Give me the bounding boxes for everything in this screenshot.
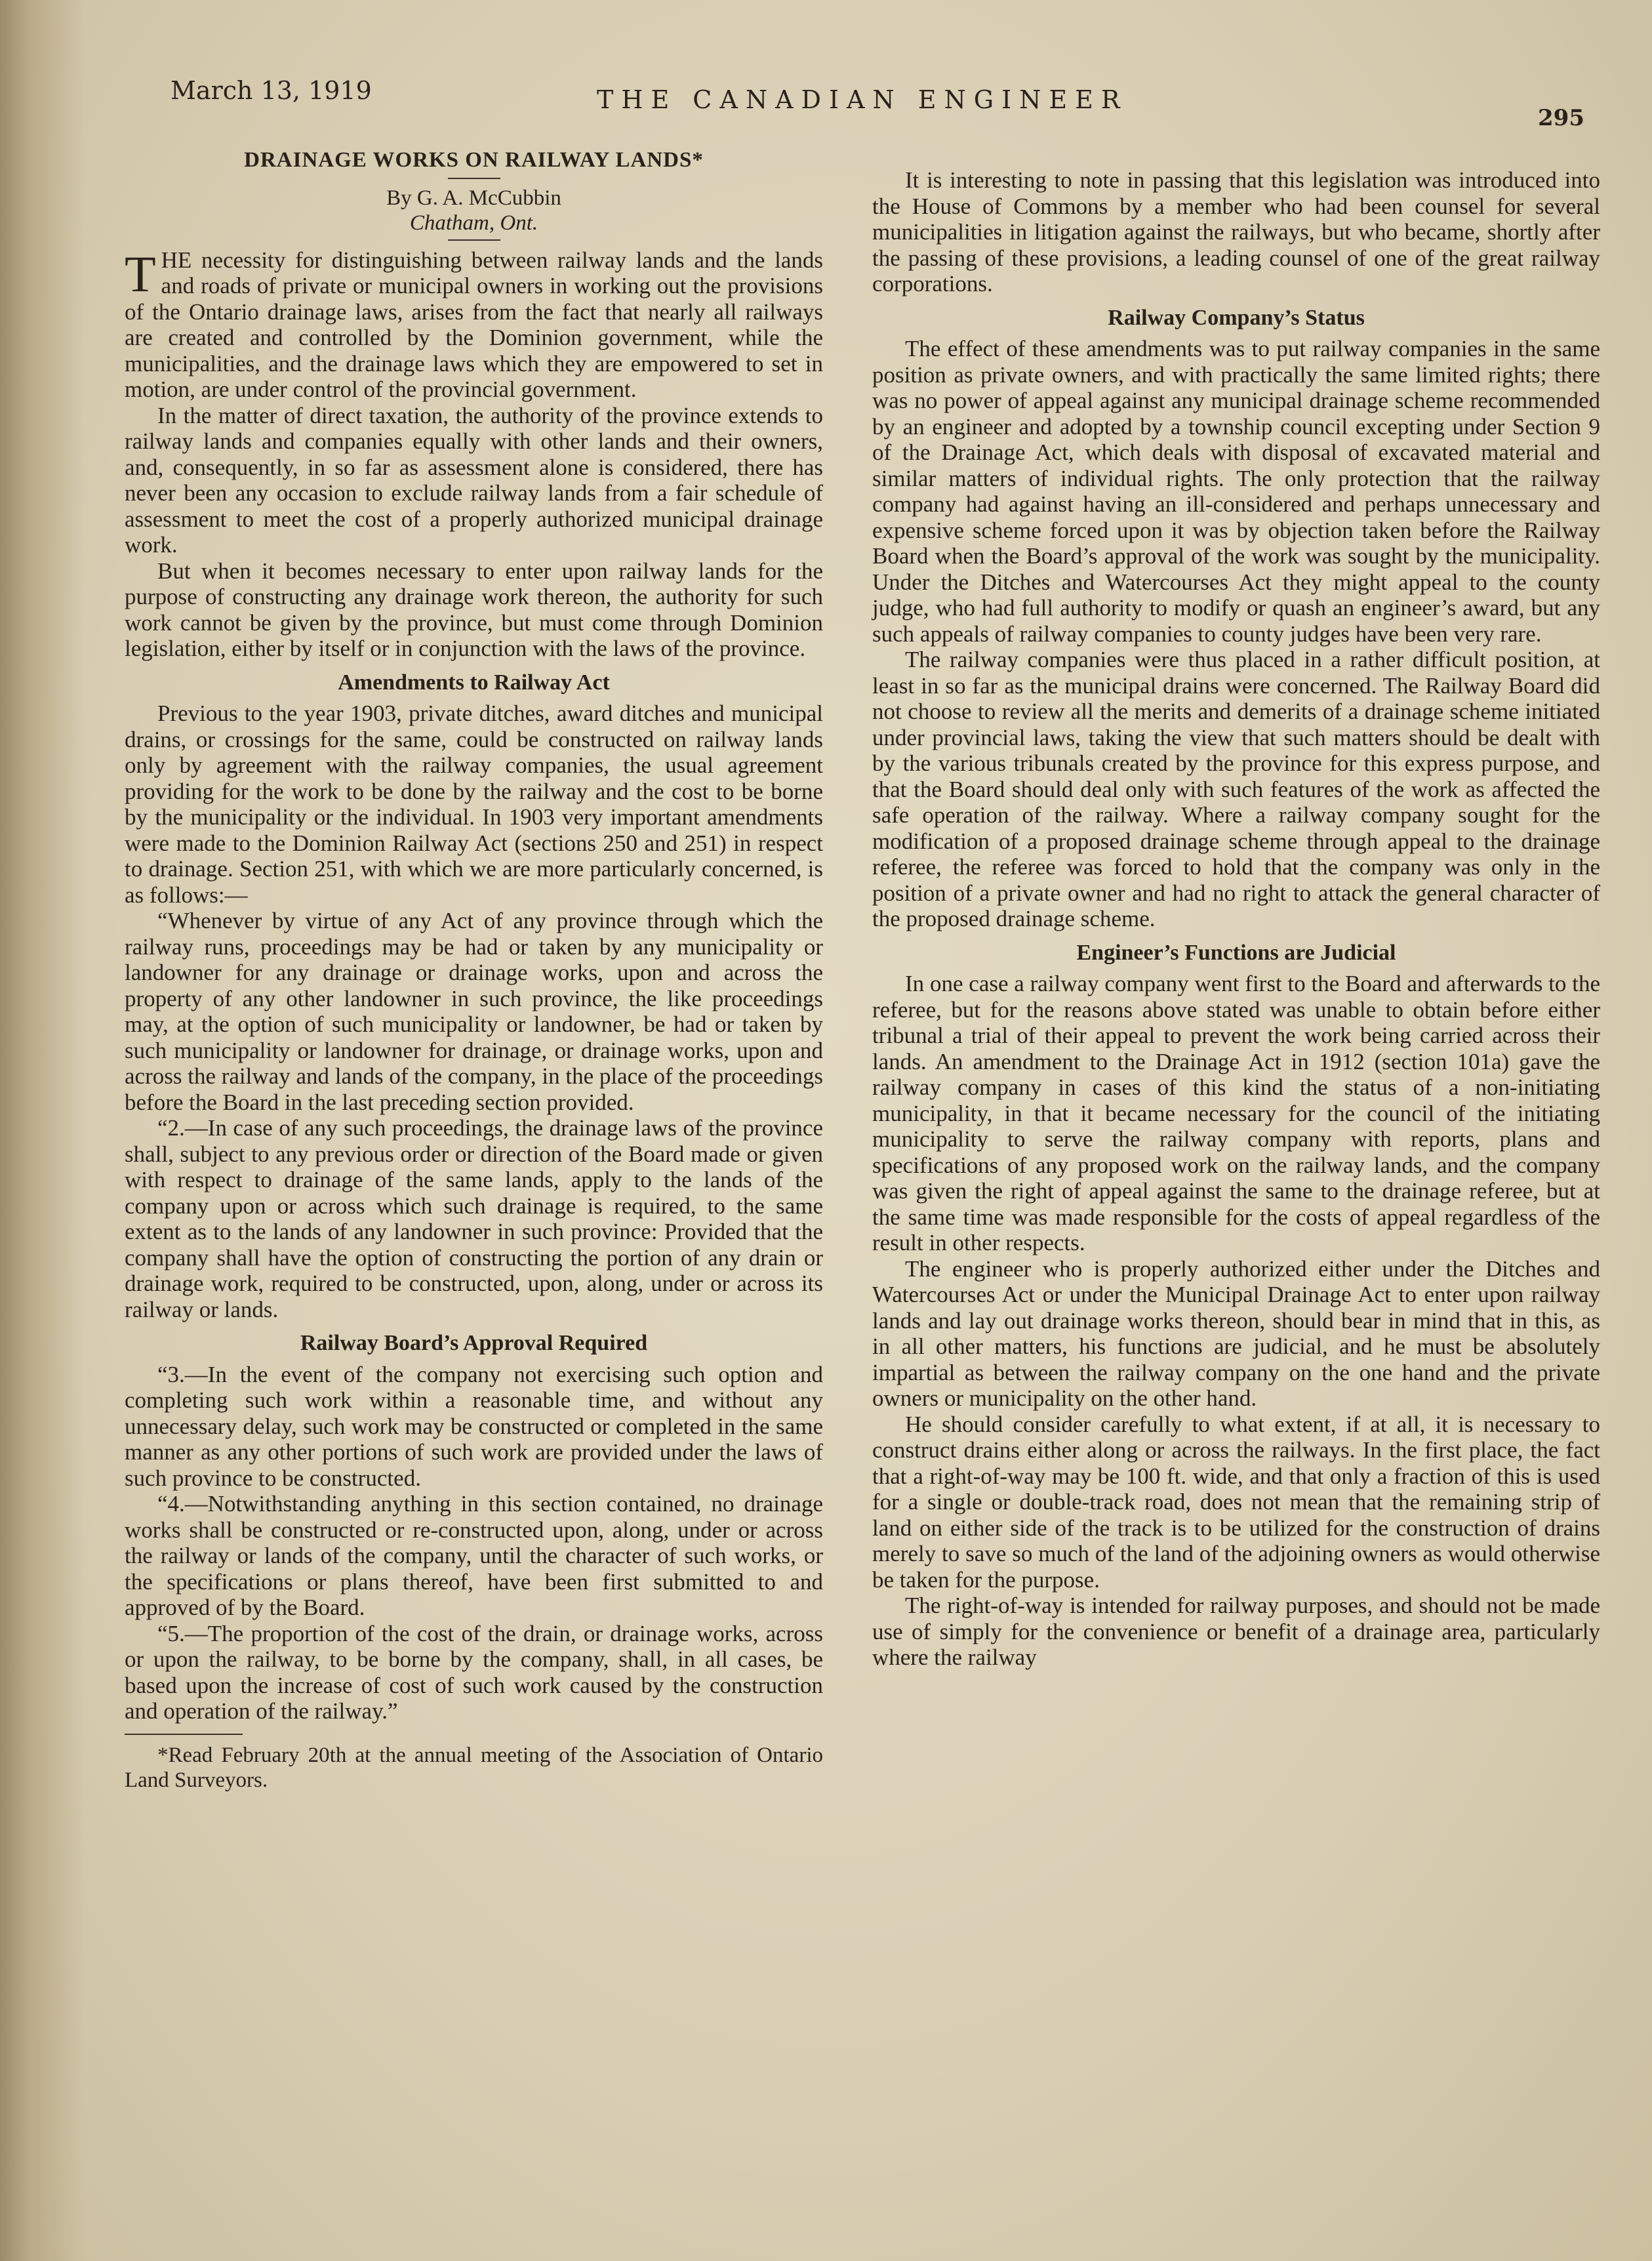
intro-paragraph-3: But when it becomes necessary to enter upon railway lands for the purpose of constructing any drainage work thereon, the authority for such work cannot be given by the province, but must come through Dominion legislation, either by itself or in conjunction with the laws of the province. — [125, 558, 823, 661]
section-heading-amendments: Amendments to Railway Act — [338, 670, 610, 695]
journal-title: THE CANADIAN ENGINEER — [597, 85, 1128, 114]
binding-shadow — [0, 0, 85, 2261]
title-rule — [448, 178, 500, 179]
functions-paragraph-1: In one case a railway company went first to the Board and afterwards to the referee, but for the reasons above stated was unable to obtain before either tribunal a trial of their appeal to prevent the work being carried across their lands. An amendment to the Drainage Act in 1912 (section 101a) gave the railway company in cases of this kind the status of a non-initiating municipality, in that it became necessary for the council of the initiating municipality to serve the railway company with reports, plans and specifications of any proposed work on the railway lands, and the company was given the right of appeal against the same to the drainage referee, but at the same time was made responsible for the costs of appeal regardless of the result in other respects. — [872, 971, 1600, 1255]
quoted-clause-3: “3.—In the event of the company not exercising such option and completing such work within a reasonable time, and without any unnecessary delay, such work may be constructed or completed in the same manner as any other portions of such work are provided under the laws of such province to be constructed. — [125, 1361, 823, 1491]
byline-rule — [448, 239, 500, 241]
amendments-paragraph: Previous to the year 1903, private ditches, award ditches and municipal drains, or crossings for the same, could be constructed on railway lands only by agreement with the railway companies, the usual agreement providing for the work to be done by the railway and the cost to be borne by the municipality or the individual. In 1903 very important amendments were made to the Dominion Railway Act (sections 250 and 251) in respect to drainage. Section 251, with which we are more particularly concerned, is as follows:— — [125, 701, 823, 908]
functions-paragraph-2: The engineer who is properly authorized either under the Ditches and Watercourses Act or under the Municipal Drainage Act to enter upon railway lands and lay out drainage works thereon, should bear in mind that in this, as in all other matters, his functions are judicial, and he must be absolutely impartial as between the railway company on the one hand and the private owners or municipality on the other hand. — [872, 1255, 1600, 1411]
quoted-clause-4: “4.—Notwithstanding anything in this section contained, no drainage works shall be constructed or re-constructed upon, along, under or across the railway or lands of the company, until the character of such works, or the specifications or plans thereof, have been first submitted to and approved of by the Board. — [125, 1491, 823, 1620]
left-column — [125, 148, 823, 1793]
legislation-note-paragraph: It is interesting to note in passing that this legislation was introduced into the House of Commons by a member who had been counsel for several municipalities in litigation against the railways, but who became, shortly after the passing of these provisions, a leading counsel of one of the great railway corporations. — [872, 167, 1600, 296]
right-column — [872, 167, 1600, 1671]
section-heading-board-approval: Railway Board’s Approval Required — [300, 1331, 648, 1355]
footnote-rule — [125, 1734, 243, 1735]
functions-paragraph-4: The right-of-way is intended for railway purposes, and should not be made use of simply for the convenience or benefit of a drainage area, particularly where the railway — [872, 1593, 1600, 1670]
drop-cap: T — [125, 245, 156, 302]
functions-paragraph-3: He should consider carefully to what extent, if at all, it is necessary to construct drains either along or across the railways. In the first place, the fact that a right-of-way may be 100 ft. wide, and that only a fraction of this is used for a single or double-track road, does not mean that the remaining strip of land on either side of the track is to be utilized for the construction of drains merely to save so much of the land of the adjoining owners as would otherwise be taken for the purpose. — [872, 1411, 1600, 1593]
intro-paragraph-1 — [125, 247, 823, 403]
quoted-clause-5: “5.—The proportion of the cost of the drain, or drainage works, across or upon the railway, to be borne by the company, shall, in all cases, be based upon the increase of cost of such work caused by the construction and operation of the railway.” — [125, 1620, 823, 1724]
footnote: *Read February 20th at the annual meeting of the Association of Ontario Land Surveyors. — [125, 1743, 823, 1792]
issue-date: March 13, 1919 — [171, 76, 372, 105]
intro-paragraph-2: In the matter of direct taxation, the authority of the province extends to railway lands and companies equally with other lands and their owners, and, consequently, in so far as assessment alone is considered, there has never been any occasion to exclude railway lands from a fair schedule of assessment to meet the cost of a properly authorized municipal drainage work. — [125, 402, 823, 558]
status-paragraph-2: The railway companies were thus placed in a rather difficult position, at least in so far as the municipal drains were concerned. The Railway Board did not choose to review all the merits and demerits of a drainage scheme initiated under provincial laws, taking the view that such matters should be dealt with by the various tribunals created by the province for this express purpose, and that the Board should deal only with such features of the work as affected the safe operation of the railway. Where a railway company sought for the modification of a proposed drainage scheme through appeal to the drainage referee, the referee was forced to hold that the company was only in the position of a private owner and had no right to attack the general character of the proposed drainage scheme. — [872, 647, 1600, 931]
quoted-clause-1: “Whenever by virtue of any Act of any province through which the railway runs, proceedings may be had or taken by any municipality or landowner for any drainage or drainage works, upon and across the property of any other landowner in such province, the like proceedings may, at the option of such municipality or landowner, be had or taken by such municipality or landowner for drainage, or drainage works, upon and across the railway and lands of the company, in the place of the proceedings before the Board in the last preceding section provided. — [125, 908, 823, 1115]
section-heading-company-status: Railway Company’s Status — [1108, 305, 1365, 330]
intro-text-1: HE necessity for distinguishing between railway lands and the lands and roads of private or municipal owners in working out the provisions of the Ontario drainage laws, arises from the fact that nearly all railways are created and controlled by the Dominion government, while the municipalities, and the drainage laws which they are empowered to set in motion, are under control of the provincial government. — [125, 247, 823, 402]
running-header — [171, 72, 1613, 131]
quoted-clause-2: “2.—In case of any such proceedings, the drainage laws of the province shall, subject to any previous order or direction of the Board made or given with respect to drainage of the same lands, apply to the lands of the company upon or across which such drainage is required, to the same extent as to the lands of any landowner in such province: Provided that the company shall have the option of constructing the portion of any drain or drainage work, required to be constructed, upon, along, under or across its railway or lands. — [125, 1115, 823, 1322]
author-location: Chatham, Ont. — [409, 211, 538, 235]
section-heading-engineer-functions: Engineer’s Functions are Judicial — [1076, 940, 1396, 965]
article-title: DRAINAGE WORKS ON RAILWAY LANDS* — [244, 148, 704, 172]
page-number: 295 — [1538, 105, 1584, 131]
status-paragraph-1: The effect of these amendments was to put railway companies in the same position as private owners, and with practically the same limited rights; there was no power of appeal against any municipal drainage scheme recommended by an engineer and adopted by a township council excepting under Section 9 of the Drainage Act, which deals with disposal of excavated material and similar matters of individual rights. The only protection that the railway company had against having an ill-considered and perhaps unnecessary and expensive scheme forced upon it was by objection taken before the Railway Board when the Board’s approval of the work was sought by the municipality. Under the Ditches and Watercourses Act they might appeal to the county judge, who had full authority to modify or quash an engineer’s award, but any such appeals of railway companies to county judges have been very rare. — [872, 336, 1600, 647]
author-byline: By G. A. McCubbin — [386, 186, 561, 210]
